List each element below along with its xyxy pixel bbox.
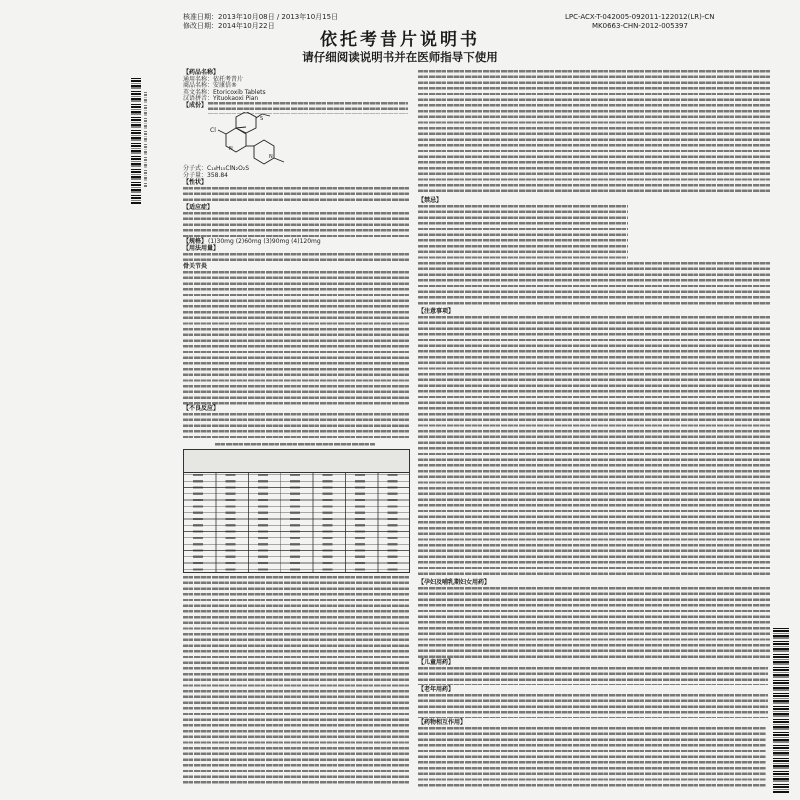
adverse-reactions-right-text [418,70,770,195]
dosage-subheading-osteoarthritis: 骨关节炎 [183,263,208,270]
adverse-reactions-text [183,413,409,441]
document-code: LPC-ACX-T-042005-092011-122012(LR)-CN [565,13,715,21]
adverse-events-table-values [183,472,410,572]
molecular-formula: 分子式：C₁₈H₁₅ClN₂O₂S [183,165,250,172]
chemical-structure-diagram [196,112,306,168]
section-heading-pregnancy: 【孕妇及哺乳期妇女用药】 [418,579,491,586]
adverse-reactions-continued-text [183,576,409,786]
dosage-intro-text [183,253,409,264]
section-heading-geriatric: 【老年用药】 [418,686,455,693]
english-name: 英文名称：Etoricoxib Tablets [183,88,266,96]
section-heading-interactions: 【药物相互作用】 [418,719,467,726]
section-heading-pediatric: 【儿童用药】 [418,659,455,666]
specification-value: (1)30mg (2)60mg (3)90mg (4)120mg [208,237,321,245]
revision-date: 修改日期：2014年10月22日 [183,22,275,30]
molecular-weight: 分子量：358.84 [183,171,228,179]
section-heading-contraindications: 【禁忌】 [418,197,443,204]
right-barcode [773,628,789,793]
document-subtitle: 请仔细阅读说明书并在医师指导下使用 [302,50,498,64]
reference-code: MK0663-CHN-2012-005397 [592,22,688,30]
interactions-text [418,727,766,789]
indications-text [183,212,409,237]
document-title: 依托考昔片说明书 [320,30,480,50]
section-heading-indications: 【适应症】 [183,204,214,211]
section-heading-composition: 【成份】 [183,101,208,109]
left-barcode [131,78,141,204]
dosage-text [183,271,409,405]
contraindications-text [418,262,770,306]
adverse-events-table-caption [215,443,375,448]
adverse-events-table-header [184,450,410,473]
section-heading-adverse-reactions: 【不良反应】 [183,405,220,412]
section-heading-dosage: 【用法用量】 [183,245,220,252]
section-heading-description: 【性状】 [183,179,208,186]
svg-text:Cl: Cl [210,127,216,134]
svg-text:N: N [269,154,273,160]
svg-text:N: N [229,146,233,152]
pinyin-name: 汉语拼音：Yituokaoxi Pian [183,95,259,102]
generic-name: 通用名称：依托考昔片 [183,75,244,83]
section-heading-specification: 【规格】 [183,237,208,245]
approval-date: 核准日期：2013年10月08日 / 2013年10月15日 [183,13,339,21]
description-text [183,187,409,204]
svg-text:S: S [260,116,264,122]
section-heading-name: 【药品名称】 [183,69,220,76]
pregnancy-text [418,587,770,658]
geriatric-text [418,694,768,718]
section-heading-precautions: 【注意事项】 [418,308,455,315]
pediatric-text [418,667,768,685]
precautions-text [418,316,770,578]
left-barcode-digits [144,92,147,188]
trade-name: 商品名称：安康信® [183,82,238,89]
contraindications-list [418,205,628,261]
